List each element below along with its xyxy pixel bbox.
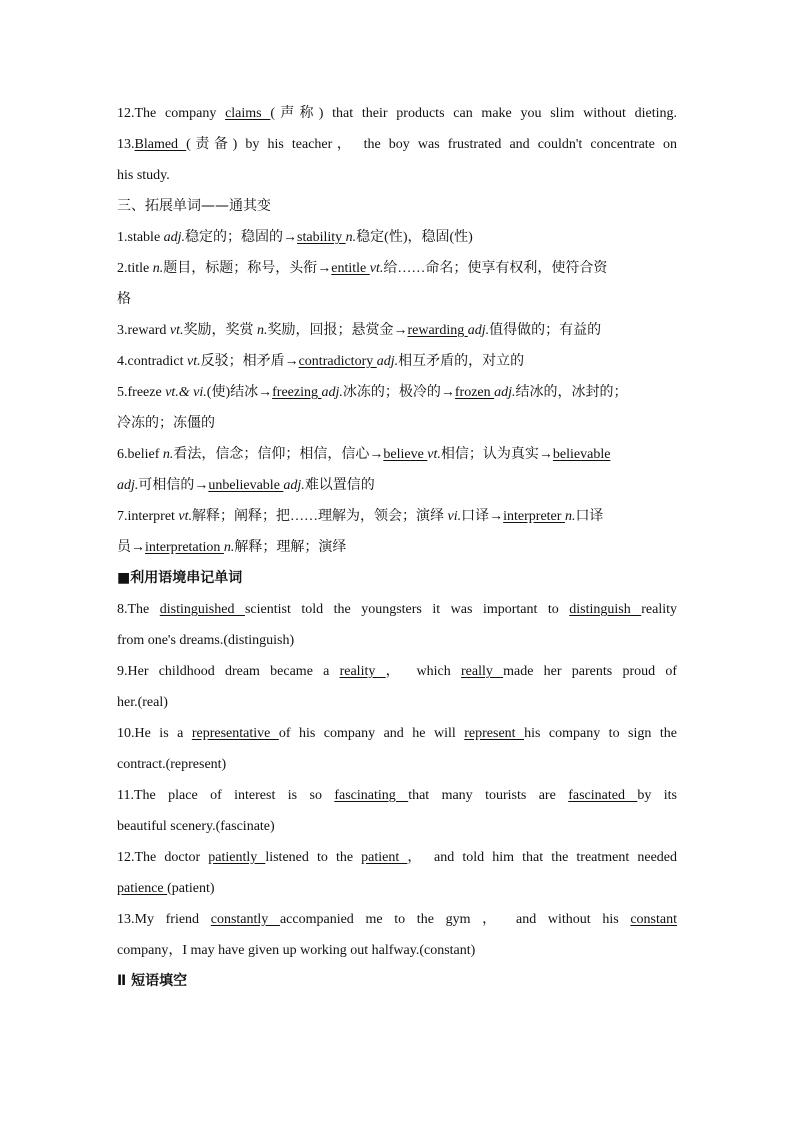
text: accompanied me to the gym ， and without his (279, 912, 631, 927)
pos-label: vi. (447, 509, 462, 524)
word-item-interpret (117, 501, 677, 532)
pos-label: n. (162, 447, 174, 462)
text: by its (637, 788, 677, 803)
answer-blank: represent (464, 726, 525, 741)
pos-label: vt. (169, 323, 184, 338)
section-heading-phrase-fill: Ⅱ 短语填空 (117, 973, 188, 989)
text: (patient) (167, 881, 215, 896)
answer-blank: stability (297, 230, 346, 245)
answer-blank: patiently (208, 850, 266, 865)
word-item-title (117, 253, 677, 284)
answer-blank: unbelievable (208, 478, 284, 493)
answer-blank: believe (383, 447, 428, 462)
pos-label: adj. (376, 354, 399, 369)
answer-blank: entitle (331, 261, 370, 276)
sentence-12-patient (117, 842, 677, 873)
text: (声称) that their products can make you slim without dieting. (270, 106, 677, 121)
text: 结冰的，冰封的； (515, 385, 628, 400)
answer-blank: patient (361, 850, 408, 865)
text: 12.The doctor (117, 850, 209, 865)
text: 可相信的→ (138, 478, 209, 493)
text: 题目，标题；称号，头衔→ (163, 261, 332, 276)
worksheet-page (117, 98, 677, 997)
pos-label: n. (564, 509, 576, 524)
text: ， and told him that the treatment needed (407, 850, 677, 865)
word-item-belief-continued (117, 470, 677, 501)
answer-blank: frozen (454, 385, 495, 400)
pos-label: n. (256, 323, 268, 338)
sentence-10-represent (117, 718, 677, 749)
pos-label: adj. (117, 478, 139, 493)
pos-label: vt. (186, 354, 201, 369)
text: 12.The company (117, 106, 226, 121)
section-heading-context: ■利用语境串记单词 (117, 570, 243, 586)
sentence-8-continued: from one's dreams.(distinguish) (117, 633, 295, 648)
text: 口译 (575, 509, 604, 524)
sentence-12-claims (117, 98, 677, 129)
text: 1.stable (117, 230, 164, 245)
pos-label: vt. (427, 447, 441, 462)
text: 13.My friend (117, 912, 211, 927)
answer-blank: interpreter (503, 509, 565, 524)
text: 值得做的；有益的 (489, 323, 602, 338)
answer-blank: constant (630, 912, 677, 927)
text: 9.Her childhood dream became a (117, 664, 340, 679)
text: (责备) by his teacher， the boy was frustrated and couldn't concentrate on (186, 137, 677, 152)
text: of his company and he will (278, 726, 465, 741)
pos-label: adj. (321, 385, 343, 400)
text: 奖励，回报；悬赏金→ (267, 323, 408, 338)
text: 8.The (117, 602, 160, 617)
text: reality (641, 602, 677, 617)
pos-label: adj. (467, 323, 490, 338)
text: 4.contradict (117, 354, 187, 369)
sentence-9-real (117, 656, 677, 687)
answer-blank: contradictory (298, 354, 377, 369)
answer-blank: fascinating (334, 788, 409, 803)
sentence-11-continued: beautiful scenery.(fascinate) (117, 819, 275, 834)
pos-label: n. (152, 261, 164, 276)
answer-blank: Blamed (134, 137, 187, 152)
sentence-11-fascinate (117, 780, 677, 811)
text: 3.reward (117, 323, 170, 338)
sentence-9-continued: her.(real) (117, 695, 168, 710)
pos-label: n. (223, 540, 235, 555)
sentence-13-constant-continued: company，I may have given up working out halfway.(constant) (117, 943, 476, 958)
sentence-13-continued: his study. (117, 168, 170, 183)
text: 相互矛盾的，对立的 (398, 354, 525, 369)
pos-label: adj. (494, 385, 516, 400)
sentence-8-distinguish (117, 594, 677, 625)
sentence-10-continued: contract.(represent) (117, 757, 227, 772)
text: 稳定(性)，稳固(性) (356, 230, 473, 245)
pos-label: vt.& vi. (165, 385, 207, 400)
text: 6.belief (117, 447, 163, 462)
text: 解释；理解；演绎 (234, 540, 347, 555)
text: 2.title (117, 261, 153, 276)
text: 看法，信念；信仰；相信，信心→ (173, 447, 384, 462)
text: that many tourists are (408, 788, 569, 803)
text: 奖励，奖赏 (183, 323, 257, 338)
text: 口译→ (461, 509, 504, 524)
text: 10.He is a (117, 726, 192, 741)
answer-blank: patience (117, 881, 168, 896)
text: ， which (385, 664, 462, 679)
text: 5.freeze (117, 385, 166, 400)
answer-blank: really (461, 664, 504, 679)
word-item-contradict (117, 346, 677, 377)
pos-label: n. (345, 230, 357, 245)
word-item-interpret-continued (117, 532, 677, 563)
answer-blank: freezing (272, 385, 322, 400)
answer-blank: claims (225, 106, 271, 121)
word-item-reward (117, 315, 677, 346)
pos-label: vt. (369, 261, 384, 276)
text: 13. (117, 137, 135, 152)
answer-blank: constantly (210, 912, 280, 927)
text: 员→ (117, 540, 145, 555)
answer-blank: interpretation (145, 540, 224, 555)
sentence-13-blamed (117, 129, 677, 160)
pos-label: adj. (283, 478, 305, 493)
text: listened to the (265, 850, 362, 865)
word-item-title-continued: 格 (117, 292, 131, 307)
text: 解释；阐释；把……理解为，领会；演绎 (192, 509, 448, 524)
text: 11.The place of interest is so (117, 788, 335, 803)
text: 给……命名；使享有权利，使符合资 (383, 261, 608, 276)
text: his company to sign the (524, 726, 677, 741)
text: made her parents proud of (503, 664, 677, 679)
answer-blank: representative (191, 726, 279, 741)
text: 反驳；相矛盾→ (200, 354, 299, 369)
answer-blank: believable (552, 447, 611, 462)
answer-blank: reality (339, 664, 386, 679)
answer-blank: rewarding (407, 323, 468, 338)
word-item-freeze (117, 377, 677, 408)
pos-label: adj. (163, 230, 186, 245)
answer-blank: fascinated (568, 788, 638, 803)
word-item-belief (117, 439, 677, 470)
text: 相信；认为真实→ (440, 447, 553, 462)
sentence-13-constant (117, 904, 677, 935)
text: 冰冻的；极冷的→ (342, 385, 455, 400)
text: 稳定的；稳固的→ (185, 230, 298, 245)
text: (使)结冰→ (206, 385, 273, 400)
word-item-stable (117, 222, 677, 253)
word-item-freeze-continued: 冷冻的；冻僵的 (117, 416, 215, 431)
answer-blank: distinguish (569, 602, 642, 617)
sentence-12-continued (117, 873, 677, 904)
answer-blank: distinguished (159, 602, 245, 617)
pos-label: vt. (178, 509, 193, 524)
section-heading-expand-words: 三、拓展单词——通其变 (117, 198, 271, 214)
text: 7.interpret (117, 509, 179, 524)
text: scientist told the youngsters it was important to (244, 602, 570, 617)
text: 难以置信的 (304, 478, 375, 493)
